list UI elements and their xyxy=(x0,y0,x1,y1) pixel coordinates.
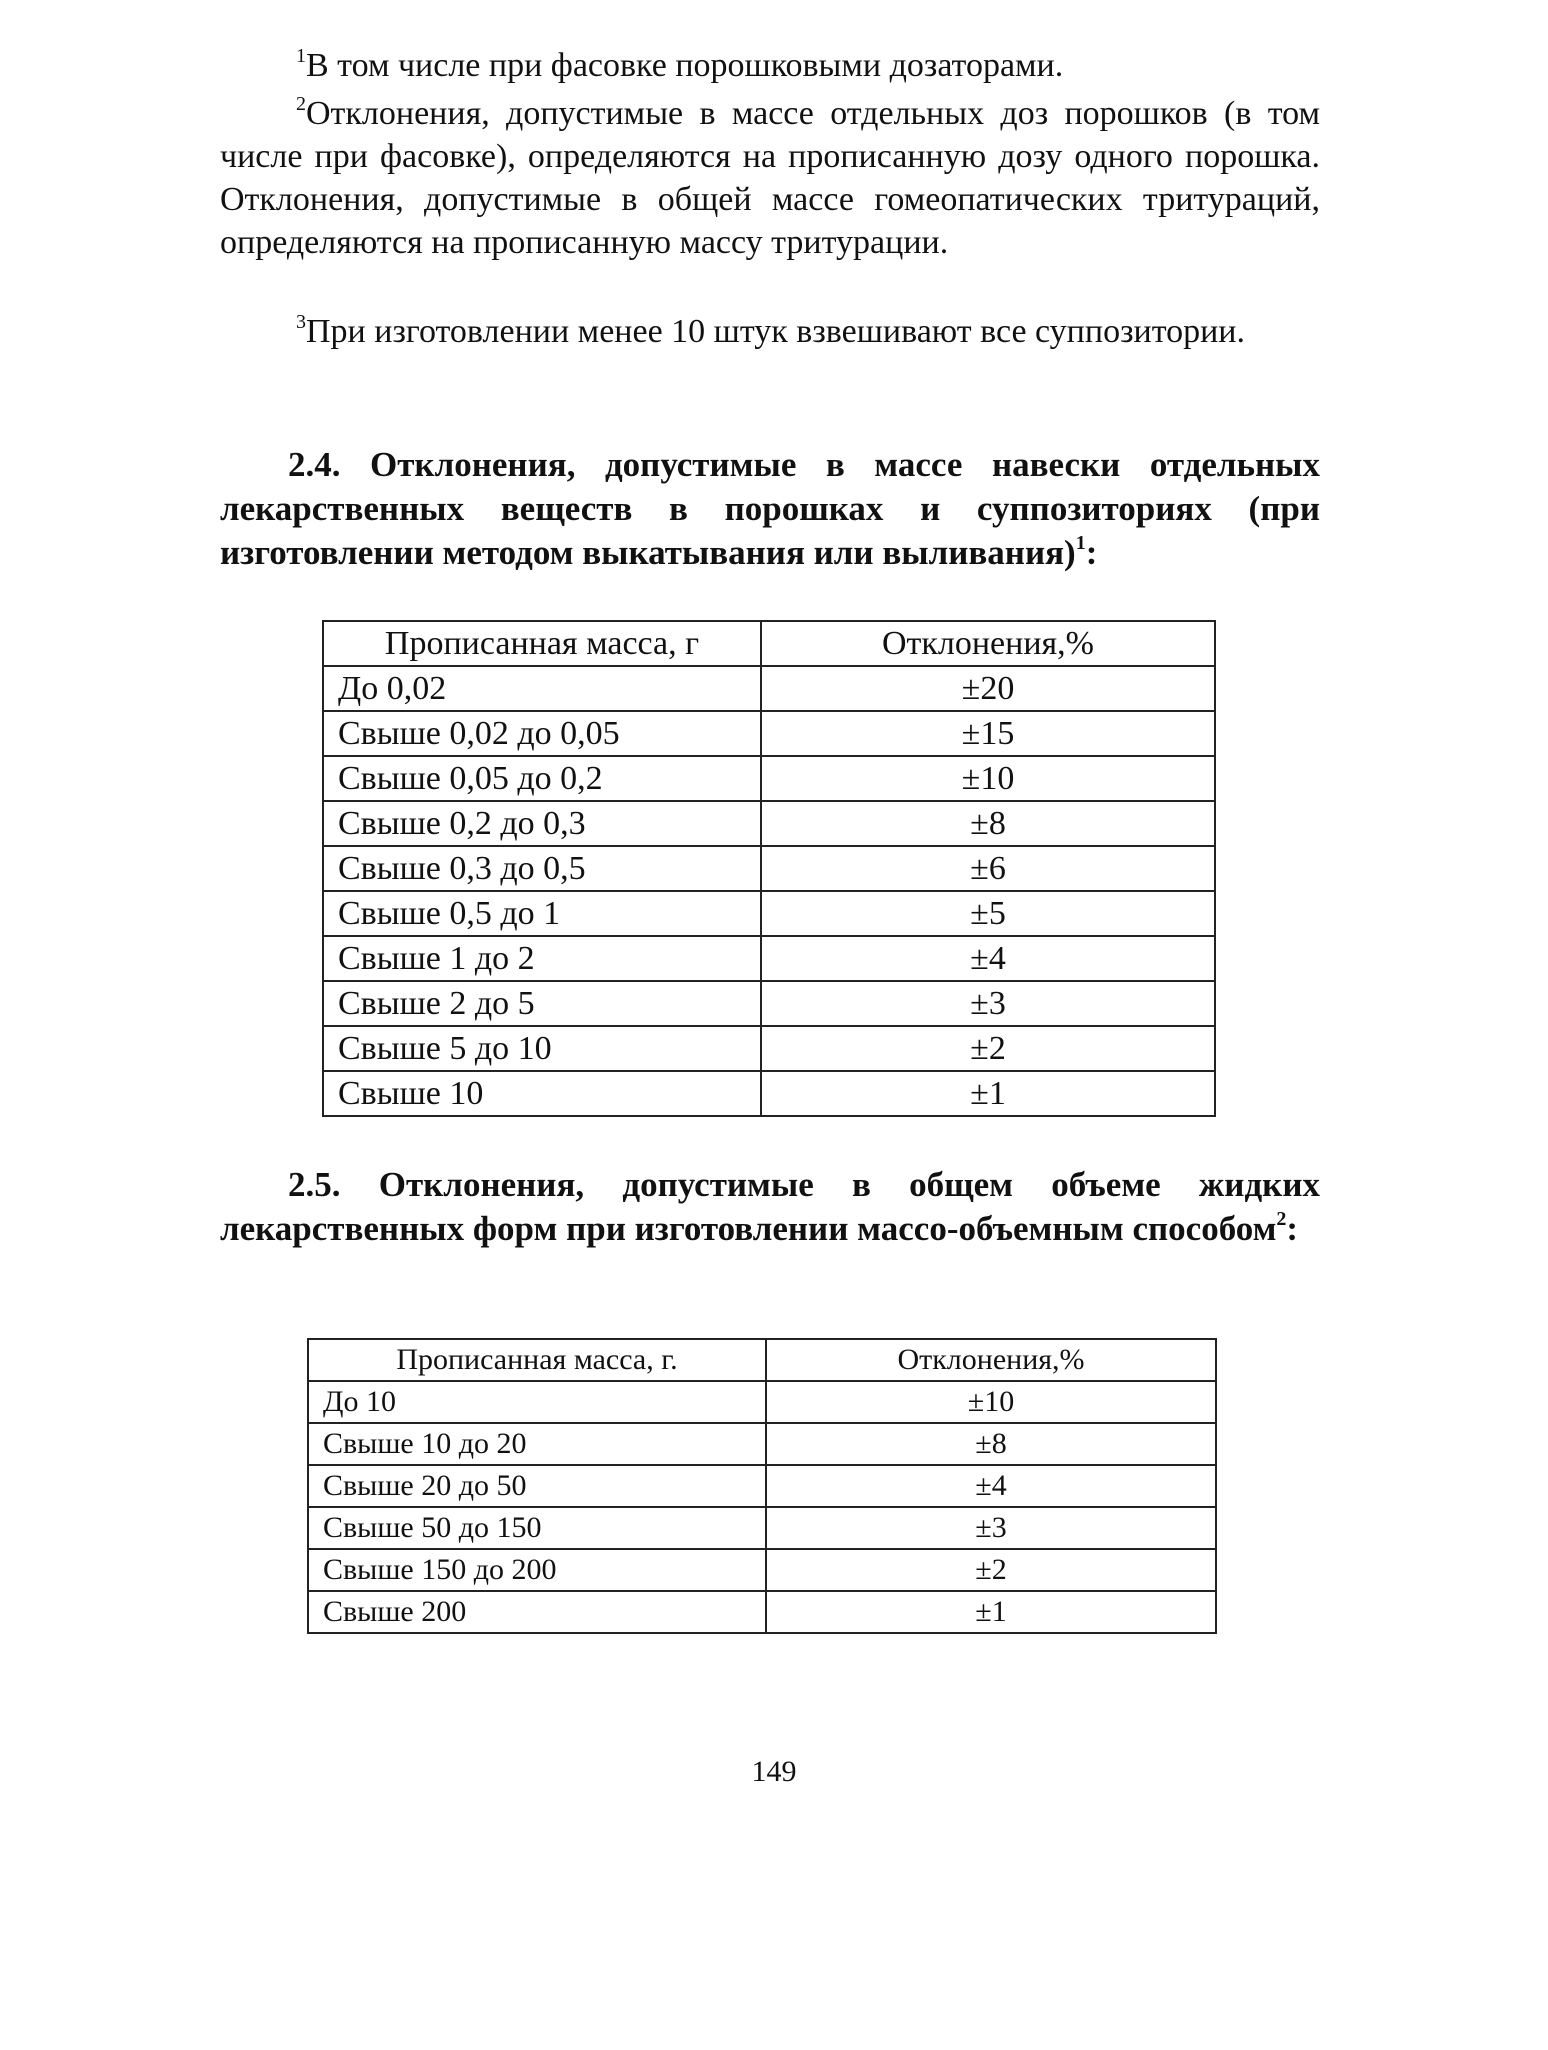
cell-deviation: ±1 xyxy=(766,1591,1216,1633)
section-2-4-heading-mark: 1 xyxy=(1075,532,1086,555)
cell-deviation: ±15 xyxy=(761,711,1215,756)
footnote-3-text: При изготовлении менее 10 штук взвешивают все суппозитории. xyxy=(306,313,1246,350)
table-row xyxy=(323,801,1215,846)
cell-deviation: ±8 xyxy=(766,1423,1216,1465)
table-row xyxy=(323,846,1215,891)
cell-mass: Свыше 0,02 до 0,05 xyxy=(323,711,761,756)
tolerance-table-2-4 xyxy=(322,620,1216,1117)
cell-mass: Свыше 150 до 200 xyxy=(308,1549,766,1591)
cell-mass: Свыше 5 до 10 xyxy=(323,1026,761,1071)
cell-mass: Свыше 10 до 20 xyxy=(308,1423,766,1465)
cell-deviation: ±6 xyxy=(761,846,1215,891)
table-row xyxy=(308,1507,1216,1549)
cell-deviation: ±10 xyxy=(766,1381,1216,1423)
cell-mass: Свыше 0,3 до 0,5 xyxy=(323,846,761,891)
footnote-3 xyxy=(220,310,1320,353)
footnote-1 xyxy=(220,44,1320,87)
footnote-3-mark: 3 xyxy=(296,310,306,333)
cell-mass: Свыше 200 xyxy=(308,1591,766,1633)
cell-mass: Свыше 0,2 до 0,3 xyxy=(323,801,761,846)
cell-deviation: ±5 xyxy=(761,891,1215,936)
cell-mass: Свыше 2 до 5 xyxy=(323,981,761,1026)
section-2-5-heading xyxy=(220,1163,1320,1251)
section-2-5-heading-mark: 2 xyxy=(1276,1208,1287,1231)
table-row xyxy=(308,1465,1216,1507)
table-header-row xyxy=(323,621,1215,666)
table-row xyxy=(323,756,1215,801)
cell-mass: Свыше 10 xyxy=(323,1071,761,1116)
table-row xyxy=(308,1549,1216,1591)
footnote-1-mark: 1 xyxy=(296,44,306,67)
cell-deviation: ±4 xyxy=(766,1465,1216,1507)
cell-mass: Свыше 20 до 50 xyxy=(308,1465,766,1507)
footnote-2 xyxy=(220,92,1320,264)
cell-deviation: ±1 xyxy=(761,1071,1215,1116)
section-2-4-heading-end: : xyxy=(1085,533,1098,572)
cell-deviation: ±20 xyxy=(761,666,1215,711)
table-header-row xyxy=(308,1339,1216,1381)
tolerance-table-2-5 xyxy=(307,1338,1217,1634)
cell-deviation: ±3 xyxy=(766,1507,1216,1549)
cell-mass: До 0,02 xyxy=(323,666,761,711)
section-2-4-heading xyxy=(220,443,1320,575)
cell-deviation: ±3 xyxy=(761,981,1215,1026)
page-number: 149 xyxy=(751,1755,797,1788)
cell-mass: Свыше 50 до 150 xyxy=(308,1507,766,1549)
table-row xyxy=(308,1381,1216,1423)
cell-deviation: ±2 xyxy=(761,1026,1215,1071)
cell-deviation: ±2 xyxy=(766,1549,1216,1591)
cell-deviation: ±4 xyxy=(761,936,1215,981)
header-deviation: Отклонения,% xyxy=(761,621,1215,666)
section-2-5-heading-text: 2.5. Отклонения, допустимые в общем объеме жидких лекарственных форм при изготовлении массо-объемным способом xyxy=(220,1165,1320,1248)
footnote-2-mark: 2 xyxy=(296,92,306,115)
cell-deviation: ±8 xyxy=(761,801,1215,846)
table-row xyxy=(308,1423,1216,1465)
table-row xyxy=(323,1071,1215,1116)
cell-mass: Свыше 1 до 2 xyxy=(323,936,761,981)
cell-mass: Свыше 0,05 до 0,2 xyxy=(323,756,761,801)
table-row xyxy=(323,666,1215,711)
table-row xyxy=(323,936,1215,981)
table-row xyxy=(308,1591,1216,1633)
header-mass: Прописанная масса, г. xyxy=(308,1339,766,1381)
footnote-1-text: В том числе при фасовке порошковыми дозаторами. xyxy=(306,47,1064,84)
footnote-2-text: Отклонения, допустимые в массе отдельных доз порошков (в том числе при фасовке), определяются на прописанную дозу одного порошка. Отклонения, допустимые в общей массе гомеопатических тритураций, определяются на прописанную массу тритурации. xyxy=(220,95,1320,261)
table-row xyxy=(323,891,1215,936)
table-row xyxy=(323,1026,1215,1071)
header-mass: Прописанная масса, г xyxy=(323,621,761,666)
table-row xyxy=(323,711,1215,756)
cell-mass: Свыше 0,5 до 1 xyxy=(323,891,761,936)
cell-mass: До 10 xyxy=(308,1381,766,1423)
section-2-4-heading-text: 2.4. Отклонения, допустимые в массе навески отдельных лекарственных веществ в порошках и суппозиториях (при изготовлении методом выкатывания или выливания) xyxy=(220,445,1320,572)
header-deviation: Отклонения,% xyxy=(766,1339,1216,1381)
table-row xyxy=(323,981,1215,1026)
section-2-5-heading-end: : xyxy=(1286,1209,1299,1248)
cell-deviation: ±10 xyxy=(761,756,1215,801)
